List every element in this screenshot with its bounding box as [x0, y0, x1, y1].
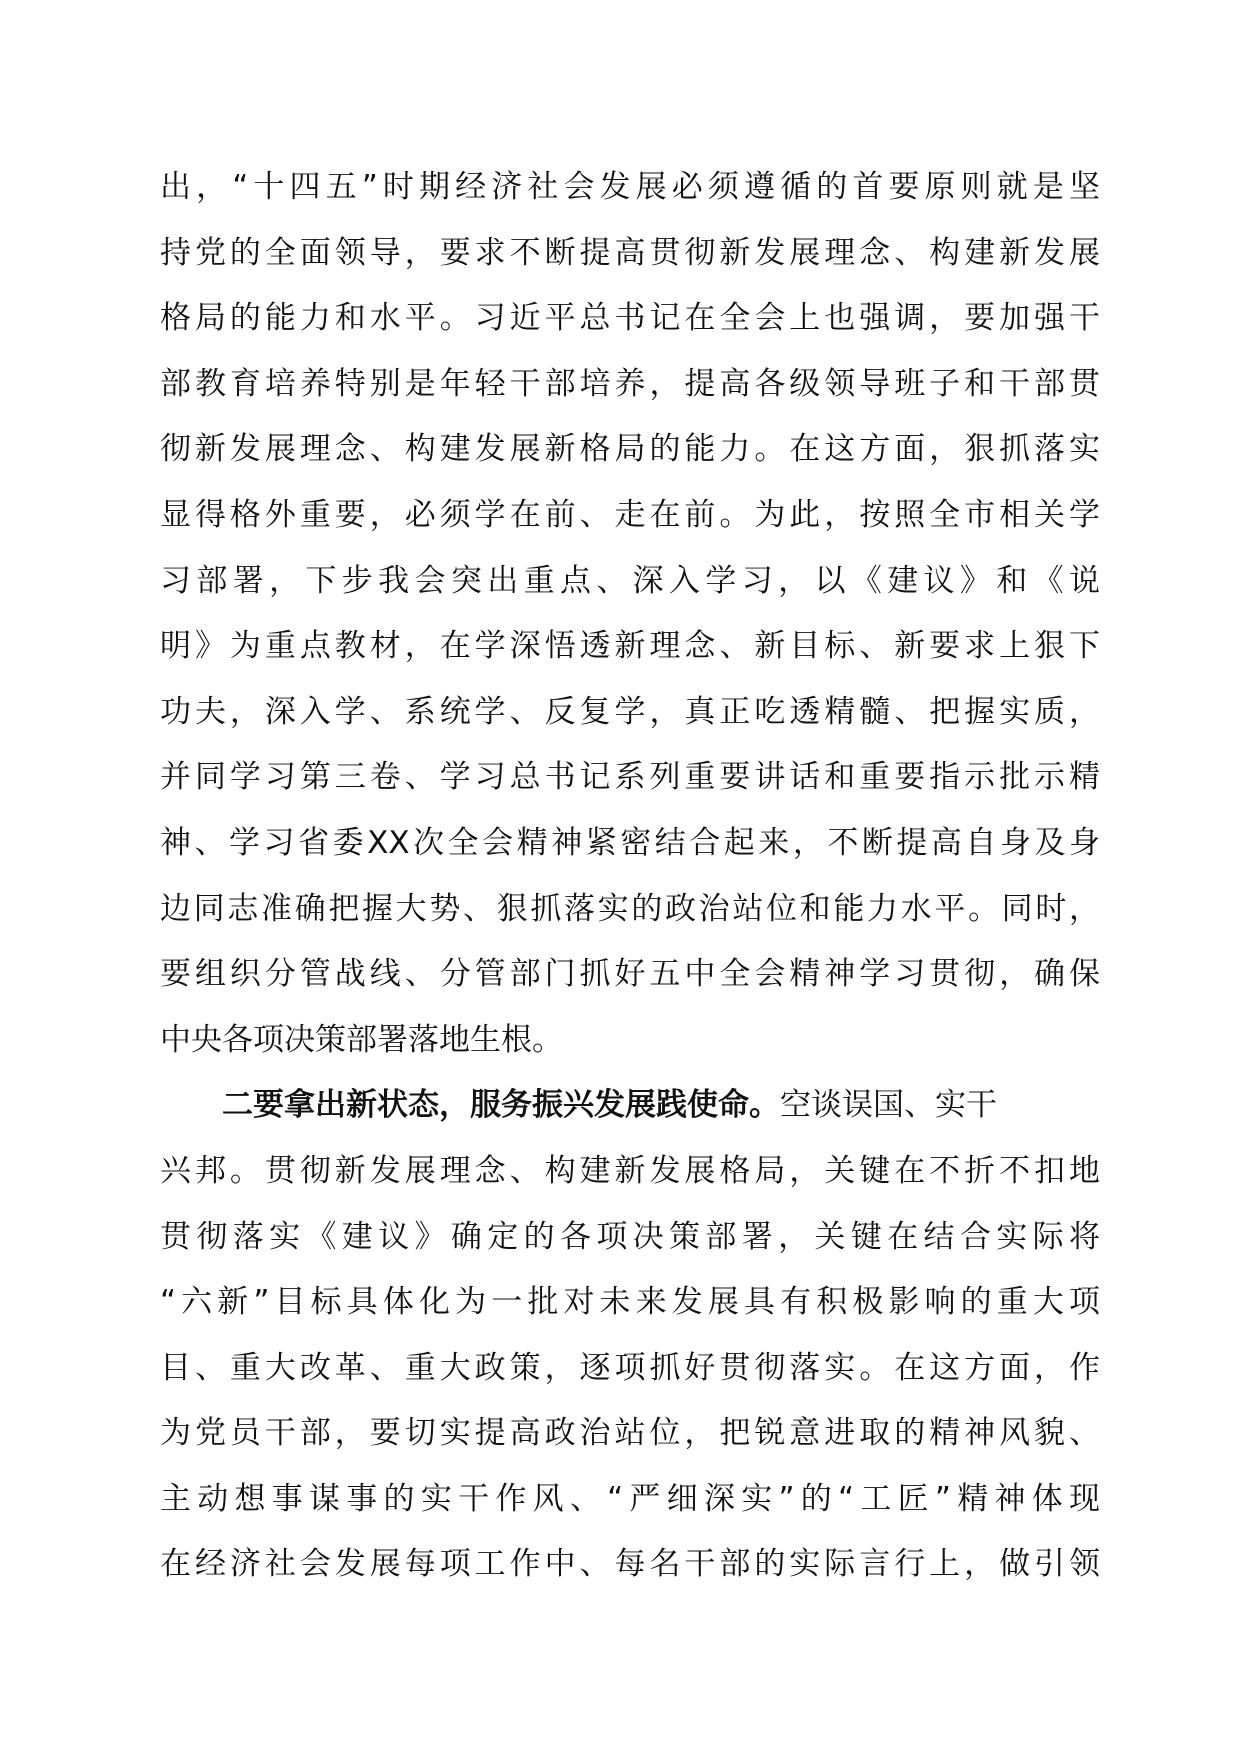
text-line: 并同学习第三卷、学习总书记系列重要讲话和重要指示批示精: [160, 759, 1100, 796]
paragraph-2-heading: 二要拿出新状态，服务振兴发展践使命。: [222, 1087, 780, 1124]
text-line: 中央各项决策部署落地生根。: [160, 1021, 563, 1058]
document-body: [160, 155, 1100, 1598]
text-line: 显得格外重要，必须学在前、走在前。为此，按照全市相关学: [160, 496, 1100, 533]
text-line: 兴邦。贯彻新发展理念、构建新发展格局，关键在不折不扣地: [160, 1152, 1100, 1189]
text-line: 要组织分管战线、分管部门抓好五中全会精神学习贯彻，确保: [160, 956, 1100, 993]
text-line: 贯彻落实《建议》确定的各项决策部署，关键在结合实际将: [160, 1218, 1100, 1255]
text-line: 目、重大改革、重大政策，逐项抓好贯彻落实。在这方面，作: [160, 1349, 1100, 1386]
text-line: 格局的能力和水平。习近平总书记在全会上也强调，要加强干: [160, 300, 1100, 337]
text-line: 部教育培养特别是年轻干部培养，提高各级领导班子和干部贯: [160, 365, 1100, 402]
text-line: 边同志准确把握大势、狠抓落实的政治站位和能力水平。同时，: [160, 890, 1100, 927]
paragraph-2-first-line: [160, 1073, 1100, 1139]
paragraph-1: [160, 155, 1100, 1073]
text-line: 彻新发展理念、构建发展新格局的能力。在这方面，狠抓落实: [160, 431, 1100, 468]
paragraph-2-first-line-text: 空谈误国、实干: [780, 1087, 997, 1124]
text-line: 明》为重点教材，在学深悟透新理念、新目标、新要求上狠下: [160, 628, 1100, 665]
text-line: 为党员干部，要切实提高政治站位，把锐意进取的精神风貌、: [160, 1415, 1100, 1452]
text-line: 出，“十四五”时期经济社会发展必须遵循的首要原则就是坚: [160, 169, 1100, 205]
text-line: 神、学习省委XX次全会精神紧密结合起来，不断提高自身及身: [160, 824, 1100, 861]
text-line: 主动想事谋事的实干作风、“严细深实”的“工匠”精神体现: [160, 1480, 1100, 1517]
text-line: “六新”目标具体化为一批对未来发展具有积极影响的重大项: [160, 1284, 1100, 1321]
text-line: 在经济社会发展每项工作中、每名干部的实际言行上，做引领: [160, 1546, 1100, 1583]
text-line: 持党的全面领导，要求不断提高贯彻新发展理念、构建新发展: [160, 234, 1100, 271]
paragraph-2: [160, 1073, 1100, 1598]
text-line: 习部署，下步我会突出重点、深入学习，以《建议》和《说: [160, 562, 1100, 599]
text-line: 功夫，深入学、系统学、反复学，真正吃透精髓、把握实质，: [160, 693, 1100, 730]
